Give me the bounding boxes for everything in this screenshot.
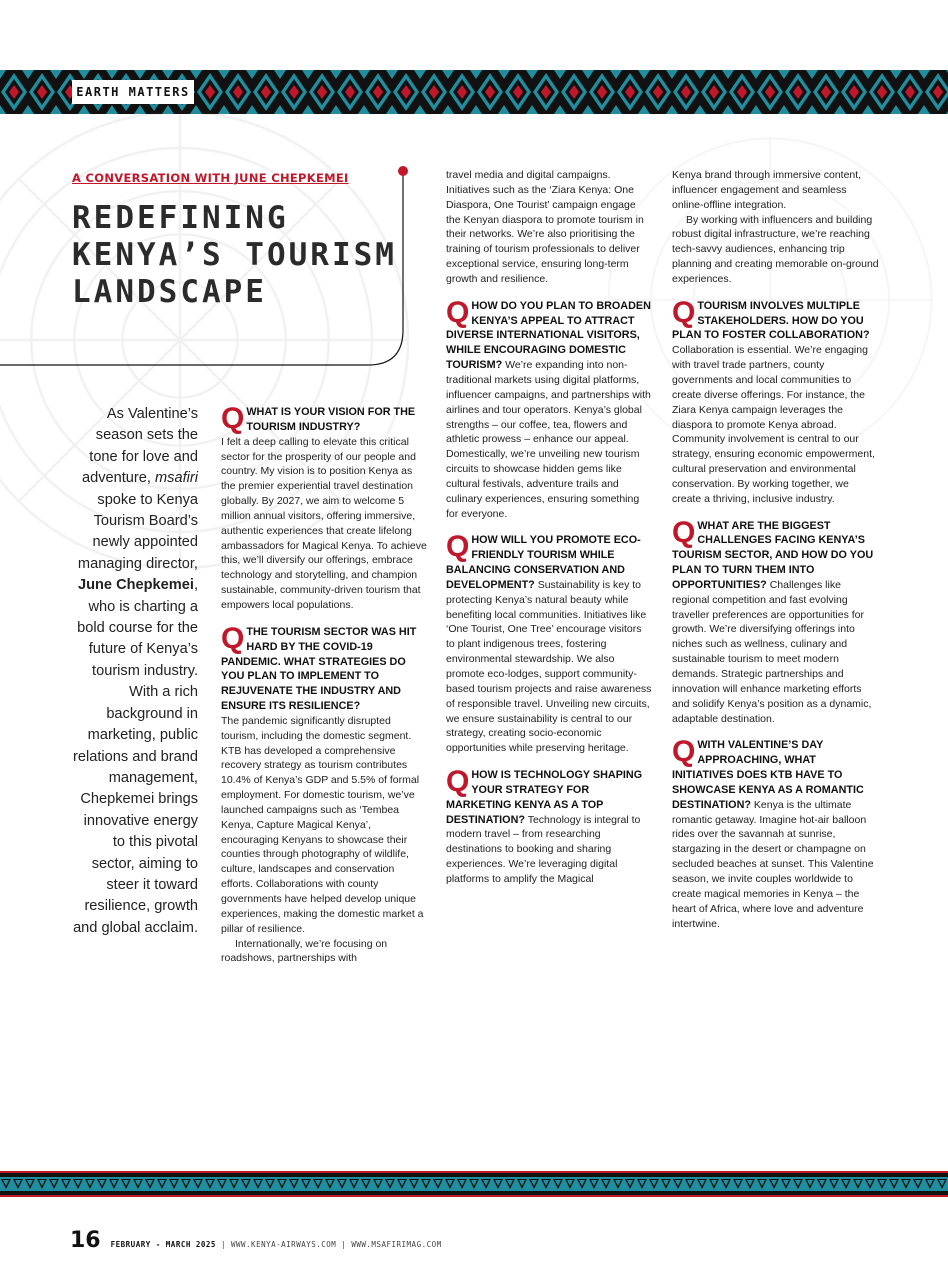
- answer-paragraph: By working with influencers and building robust digital infrastructure, we’re reaching tech-savvy audiences, enhancing trip planning and creating memorable on-ground experiences.: [672, 213, 879, 285]
- answer: I felt a deep calling to elevate this critical sector for the prosperity of our people and country. My vision is to position Kenya as the premier experiential travel destination globally. By 2027, we aim to welcome 5 million annual visitors, offering immersive, authentic experiences that create lifelong ambassadors for Magical Kenya. To achieve this, we’ll diversify our offerings, embrace technology and storytelling, and champion sustainable, community-driven tourism that empowers local populations.: [221, 435, 427, 611]
- article-headline: [72, 200, 412, 311]
- publication-name: msafiri: [155, 470, 198, 487]
- article-kicker: A CONVERSATION WITH JUNE CHEPKEMEI: [72, 171, 349, 185]
- text-column-1: [221, 402, 428, 978]
- section-label: EARTH MATTERS: [72, 80, 194, 104]
- text-column-3: [672, 168, 879, 943]
- qa-item: [446, 765, 653, 887]
- page-number: 16: [70, 1228, 101, 1253]
- page-footer: [70, 1228, 442, 1253]
- answer-continuation: Kenya brand through immersive content, influencer engagement and seamless online-offline integration.: [672, 169, 862, 211]
- qa-item: [672, 515, 879, 727]
- separator: |: [220, 1240, 226, 1249]
- issue-date: FEBRUARY - MARCH 2025: [110, 1240, 216, 1249]
- qa-item: [446, 295, 653, 522]
- qa-continuation: [446, 168, 653, 287]
- headline-line: LANDSCAPE: [72, 274, 267, 310]
- interviewee-name: June Chepkemei: [77, 577, 194, 594]
- answer: We’re expanding into non-traditional markets using digital platforms, influencer campaigns, and partnerships with airlines and tour operators. Kenya’s global strengths – our coffee, tea, flowers and athletic prowess – enhance our appeal. Domestically, we’re unveiling new tourism circuits to showcase hidden gems like cultural festivals, adventure trails and culinary experiences, ensuring something for everyone.: [446, 359, 651, 520]
- answer-paragraph: Internationally, we’re focusing on roadshows, partnerships with: [221, 937, 388, 965]
- question: TOURISM INVOLVES MULTIPLE STAKEHOLDERS. HOW DO YOU PLAN TO FOSTER COLLABORATION?: [672, 299, 870, 342]
- q-mark: Q: [672, 295, 696, 329]
- question: WITH VALENTINE’S DAY APPROACHING, WHAT INITIATIVES DOES KTB HAVE TO SHOWCASE KENYA AS A ROMANTIC DESTINATION?: [672, 739, 864, 811]
- q-mark: Q: [221, 621, 245, 655]
- footer-info: [111, 1240, 442, 1249]
- qa-item: [446, 530, 653, 756]
- qa-item: [221, 402, 428, 613]
- bottom-pattern-band: [0, 1171, 948, 1197]
- question: HOW DO YOU PLAN TO BROADEN KENYA’S APPEAL TO ATTRACT DIVERSE INTERNATIONAL VISITORS, WHILE ENCOURAGING DOMESTIC TOURISM?: [446, 299, 651, 372]
- qa-item: [672, 735, 879, 931]
- question: WHAT ARE THE BIGGEST CHALLENGES FACING KENYA’S TOURISM SECTOR, AND HOW DO YOU PLAN TO TURN THEM INTO OPPORTUNITIES?: [672, 519, 874, 591]
- answer: The pandemic significantly disrupted tourism, including the domestic segment. KTB has developed a comprehensive recovery strategy as tourism contributes 10.4% of Kenya’s GDP and 5.5% of formal employment. For domestic tourism, we’ve launched campaigns such as ‘Tembea Kenya, Capture Magical Kenya’, encouraging Kenyans to showcase their counties through photography of wildlife, culture, landscapes and conservation efforts. Collaborations with county governments have helped develop unique experiences, making the domestic market a pillar of resilience.: [221, 714, 424, 935]
- article-intro: As Valentine’s season sets the tone for love and adventure, msafiri spoke to Kenya Tourism Board’s newly appointed managing director, June Chepkemei, who is charting a bold course for the future of Kenya’s tourism industry. With a rich background in marketing, public relations and brand management, Chepkemei brings innovative energy to this pivotal sector, aiming to steer it toward resilience, growth and global acclaim.: [73, 406, 198, 936]
- answer: Technology is integral to modern travel – from researching destinations to booking and sharing experiences. We’re leveraging digital platforms to amplify the Magical: [446, 813, 641, 885]
- headline-line: REDEFINING: [72, 200, 289, 236]
- red-dot-icon: [398, 166, 408, 176]
- q-mark: Q: [446, 765, 470, 799]
- question: WHAT IS YOUR VISION FOR THE TOURISM INDUSTRY?: [246, 406, 416, 433]
- headline-line: KENYA’S TOURISM: [72, 237, 397, 273]
- answer: Challenges like regional competition and fast evolving traveller preferences are opportunities for growth. We’re diversifying offerings into niches such as wellness, culinary and sustainable tourism to meet modern demands. Strategic partnerships and innovation will enhance marketing efforts and solidify Kenya’s position as a dynamic, adaptable destination.: [672, 578, 872, 725]
- q-mark: Q: [672, 735, 696, 769]
- website-link[interactable]: WWW.KENYA-AIRWAYS.COM: [231, 1240, 337, 1249]
- q-mark: Q: [446, 530, 470, 564]
- question: HOW IS TECHNOLOGY SHAPING YOUR STRATEGY FOR MARKETING KENYA AS A TOP DESTINATION?: [446, 769, 643, 826]
- answer: Collaboration is essential. We’re engaging with travel trade partners, county governments and local communities to create diverse offerings. For instance, the Ziara Kenya campaign leverages the diaspora to promote Kenya abroad. Community involvement is central to our strategy, ensuring economic empowerment, cultural preservation and environmental conservation. By working together, we create a thriving, inclusive industry.: [672, 344, 875, 505]
- qa-item: [221, 621, 428, 966]
- question: THE TOURISM SECTOR WAS HIT HARD BY THE COVID-19 PANDEMIC. WHAT STRATEGIES DO YOU PLAN TO IMPLEMENT TO REJUVENATE THE INDUSTRY AND ENSURE ITS RESILIENCE?: [221, 625, 417, 713]
- q-mark: Q: [446, 295, 470, 329]
- answer-continuation: travel media and digital campaigns. Initiatives such as the ‘Ziara Kenya: One Diaspora, One Tourist’ campaign engage the Kenyan diaspora to promote tourism in their networks. We’re also prioritising the training of tourism professionals to deliver exceptional service, ensuring long-term growth and resilience.: [446, 169, 644, 285]
- website-link[interactable]: WWW.MSAFIRIMAG.COM: [351, 1240, 442, 1249]
- separator: |: [341, 1240, 347, 1249]
- answer: Sustainability is key to protecting Kenya’s natural beauty while benefiting local communities. Initiatives like ‘One Tourist, One Tree’ encourage visitors to plant indigenous trees, fostering environmental stewardship. We also promote eco-lodges, support community-based tourism projects and raise awareness of responsible travel. Unveiling new circuits, we ensure sustainability is central to our strategy, creating socio-economic opportunities while preserving heritage.: [446, 578, 652, 755]
- q-mark: Q: [221, 402, 245, 435]
- text-column-2: [446, 168, 653, 899]
- answer: Kenya is the ultimate romantic getaway. Imagine hot-air balloon rides over the savannah at sunrise, stargazing in the desert or champagne on secluded beaches at sunset. This Valentine season, we invite couples worldwide to create magical memories in Kenya – the heart of Africa, where love and adventure intertwine.: [672, 798, 874, 930]
- qa-item: [672, 295, 879, 507]
- qa-continuation: [672, 168, 879, 287]
- q-mark: Q: [672, 515, 696, 549]
- question: HOW WILL YOU PROMOTE ECO-FRIENDLY TOURISM WHILE BALANCING CONSERVATION AND DEVELOPMENT?: [446, 534, 641, 591]
